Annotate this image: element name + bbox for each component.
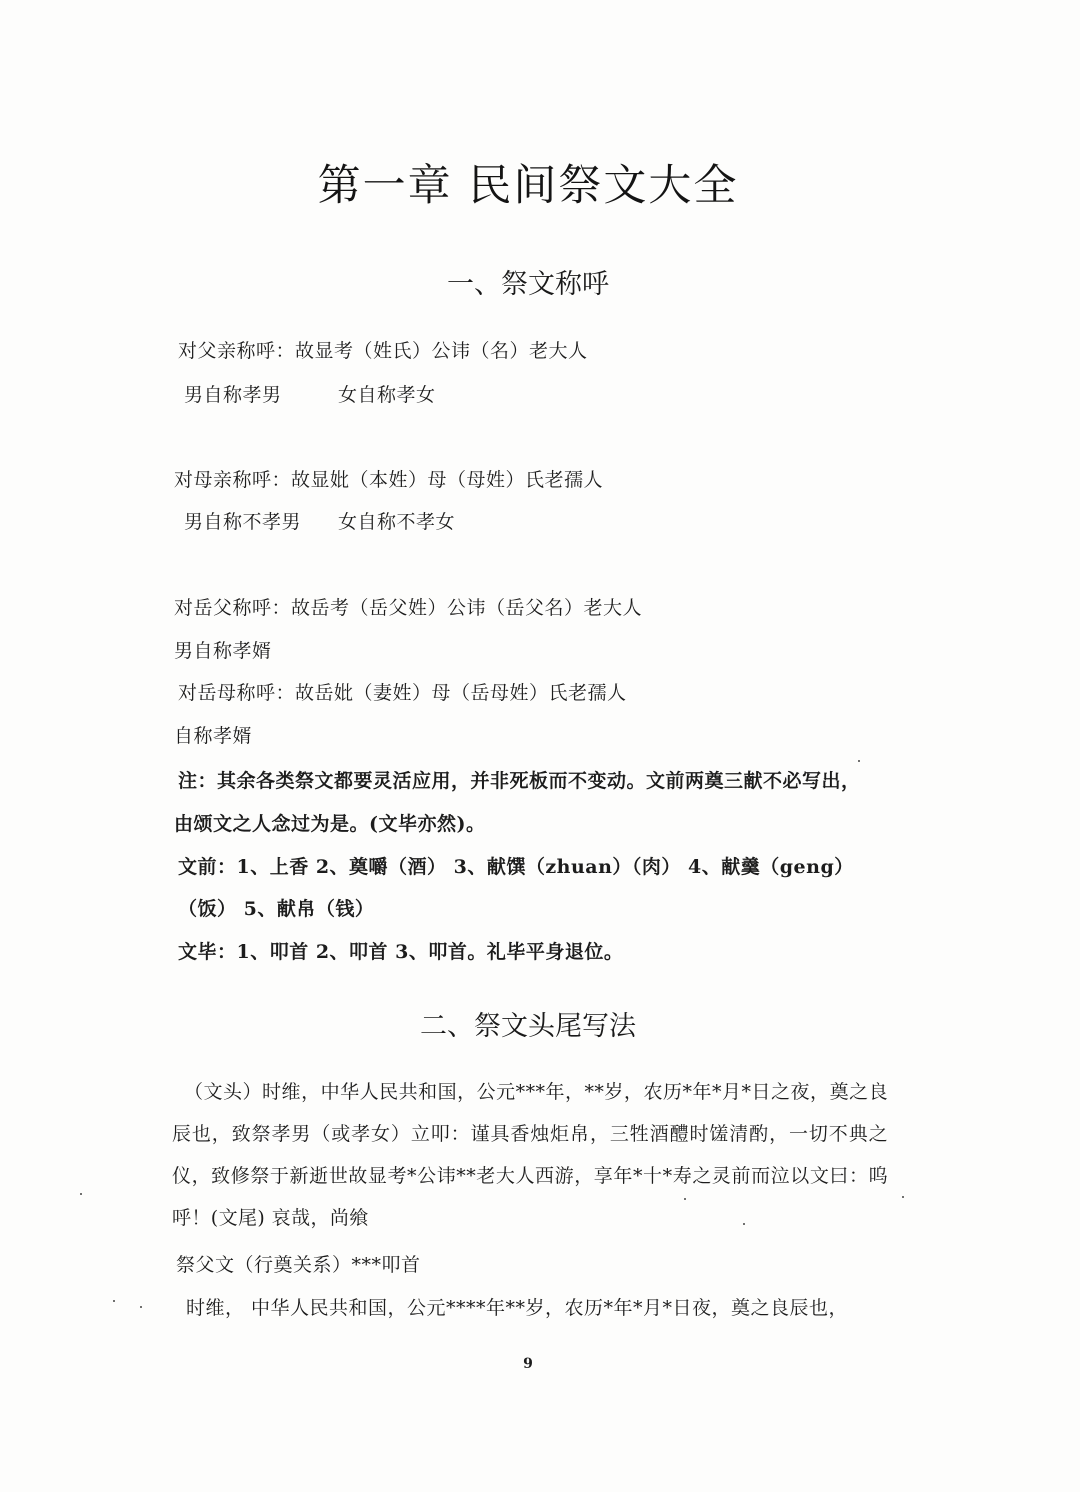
rites-before-line-1: 文前：1、上香 2、奠嚼（酒） 3、献馔（zhuan）（肉） 4、献羹（geng） — [178, 856, 854, 878]
scan-speck — [80, 1193, 82, 1195]
head-tail-paragraph: （文头）时维，中华人民共和国，公元***年，**岁，农历*年*月*日之夜，奠之良辰也，致祭孝男（或孝女）立叩：谨具香烛炬帛，三牲酒醴时馐清酌，一切不典之仪，致修祭于新逝世故显考*公讳**老大人西游，享年*十*寿之灵前而泣以文曰：呜呼！(文尾) 哀哉，尚飨 — [172, 1081, 888, 1229]
mother-self-female: 女自称不孝女 — [338, 511, 456, 533]
father-self-female: 女自称孝女 — [338, 384, 436, 406]
scan-speck — [140, 1306, 142, 1308]
section-heading-appellations: 一、祭文称呼 — [447, 269, 609, 300]
scan-speck — [113, 1300, 115, 1302]
rites-after-line: 文毕：1、叩首 2、叩首 3、叩首。礼毕平身退位。 — [178, 941, 624, 963]
note-line-1: 注：其余各类祭文都要灵活应用，并非死板而不变动。文前两奠三献不必写出， — [178, 770, 861, 792]
father-elegy-title: 祭父文（行奠关系）***叩首 — [176, 1254, 421, 1276]
scan-speck — [684, 1198, 686, 1200]
scan-speck — [858, 760, 860, 762]
father-self-male: 男自称孝男 — [184, 384, 282, 406]
note-line-2: 由颂文之人念过为是。(文毕亦然)。 — [174, 813, 486, 835]
father-appellation: 对父亲称呼：故显考（姓氏）公讳（名）老大人 — [178, 340, 588, 362]
rites-before-line-2: （饭） 5、献帛（钱） — [178, 898, 375, 920]
scan-speck — [743, 1223, 745, 1225]
chapter-title: 第一章 民间祭文大全 — [317, 161, 739, 211]
mother-in-law-appellation: 对岳母称呼：故岳妣（妻姓）母（岳母姓）氏老孺人 — [178, 682, 627, 704]
father-in-law-appellation: 对岳父称呼：故岳考（岳父姓）公讳（岳父名）老大人 — [174, 597, 643, 619]
mother-self-male: 男自称不孝男 — [184, 511, 302, 533]
scan-speck — [902, 1196, 904, 1198]
father-in-law-self: 男自称孝婿 — [174, 640, 272, 662]
father-elegy-first-line: 时维， 中华人民共和国，公元****年**岁，农历*年*月*日夜，奠之良辰也， — [186, 1297, 849, 1319]
mother-appellation: 对母亲称呼：故显妣（本姓）母（母姓）氏老孺人 — [174, 469, 604, 491]
page-number: 9 — [523, 1356, 533, 1372]
mother-in-law-self: 自称孝婿 — [174, 725, 253, 747]
section-heading-head-tail: 二、祭文头尾写法 — [420, 1011, 636, 1042]
